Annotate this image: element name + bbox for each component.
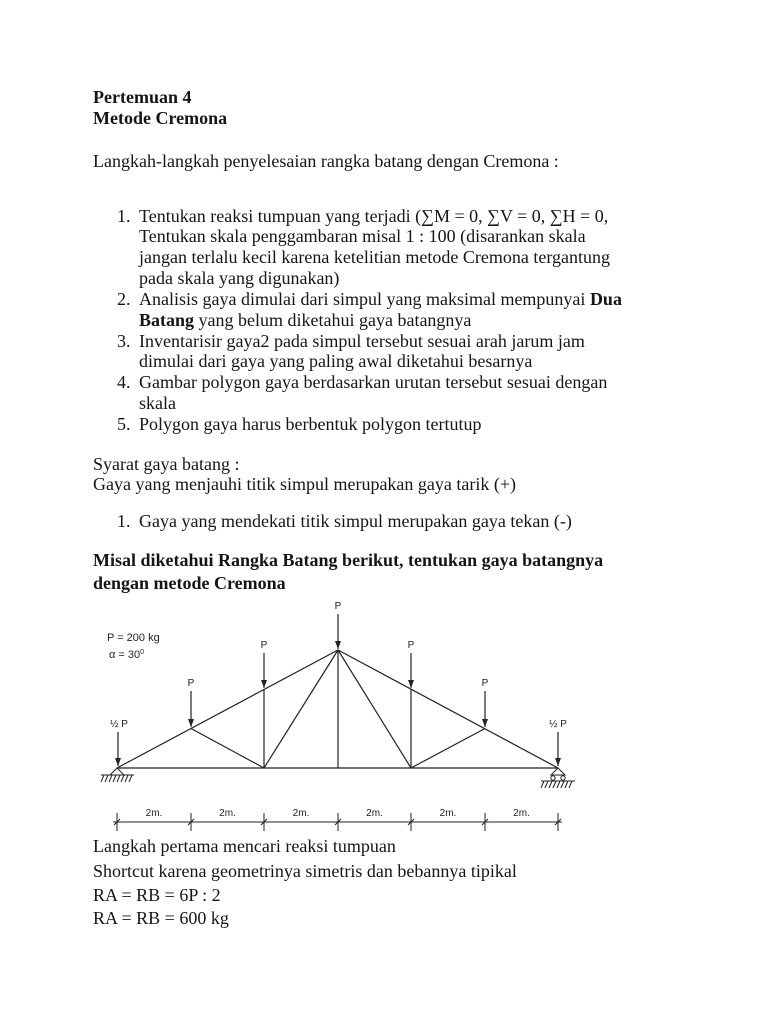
load-arrow (549, 719, 567, 766)
hatch-line (557, 781, 560, 788)
panel-length-label: 2m. (292, 808, 310, 819)
load-label: P (407, 640, 415, 651)
hatch-line (545, 781, 548, 788)
load-label: ½ P (110, 719, 128, 730)
solution-line: RA = RB = 600 kg (93, 908, 229, 928)
hatch-line (553, 781, 556, 788)
page-subtitle: Metode Cremona (93, 108, 228, 128)
hatch-line (117, 775, 120, 782)
compression-number: 1. (117, 511, 131, 531)
roller-wheel (551, 776, 555, 780)
step-text-segment: Analisis gaya dimulai dari simpul yang maksimal mempunyai (139, 289, 590, 309)
step-text-bold: Dua (589, 289, 622, 309)
hatch-line (121, 775, 124, 782)
step-text-bold: Batang (139, 310, 195, 330)
step-text: Inventarisir gaya2 pada simpul tersebut sesuai arah jarum jam (139, 331, 585, 351)
step-text-segment: yang belum diketahui gaya batangnya (194, 310, 472, 330)
hatch-line (565, 781, 568, 788)
intro-text: Langkah-langkah penyelesaian rangka batang dengan Cremona : (93, 151, 559, 171)
hatch-line (541, 781, 544, 788)
diagonal-member (191, 729, 264, 769)
truss-diagram (90, 595, 590, 840)
step-text: Tentukan reaksi tumpuan yang terjadi (∑M = 0, ∑V = 0, ∑H = 0, (139, 206, 609, 226)
load-magnitude-label: P = 200 kg (107, 632, 160, 644)
panel-length-label: 2m. (439, 808, 457, 819)
step-text: jangan terlalu kecil karena ketelitian metode Cremona tergantung (139, 247, 610, 267)
roller-wheel (561, 776, 565, 780)
step-text (139, 310, 471, 331)
solution-line: RA = RB = 6P : 2 (93, 885, 221, 905)
panel-length-label: 2m. (513, 808, 530, 819)
angle-label (109, 649, 144, 661)
loads (110, 601, 567, 766)
load-label: P (187, 678, 195, 689)
support-triangle (551, 768, 565, 775)
step-text: Polygon gaya harus berbentuk polygon tertutup (139, 414, 482, 434)
load-arrow (335, 601, 342, 649)
support-hatch (541, 781, 572, 788)
hatch-line (105, 775, 108, 782)
solution-line: Langkah pertama mencari reaksi tumpuan (93, 836, 396, 856)
hatch-line (125, 775, 128, 782)
conditions-heading: Syarat gaya batang : (93, 454, 240, 474)
step-text (139, 289, 622, 310)
page-title: Pertemuan 4 (93, 87, 192, 107)
load-label: P (481, 678, 489, 689)
step-text: skala (139, 393, 176, 413)
solution-line: Shortcut karena geometrinya simetris dan bebannya tipikal (93, 861, 517, 881)
top-chord-right (338, 650, 558, 768)
load-label: ½ P (549, 719, 567, 730)
hatch-line (569, 781, 572, 788)
panel-length-label: 2m. (145, 808, 163, 819)
example-heading: Misal diketahui Rangka Batang berikut, tentukan gaya batangnya (93, 550, 604, 570)
angle-superscript: 0 (140, 649, 145, 656)
diagonal-member (264, 650, 338, 768)
step-number: 3. (117, 331, 131, 351)
hatch-line (109, 775, 112, 782)
step-number: 1. (117, 206, 131, 226)
dimension-line (113, 813, 562, 831)
top-chord-left (117, 650, 338, 768)
step-text: dimulai dari gaya yang paling awal diketahui besarnya (139, 351, 533, 371)
hatch-line (129, 775, 132, 782)
support-hatch (101, 775, 132, 782)
tension-rule: Gaya yang menjauhi titik simpul merupakan gaya tarik (+) (93, 474, 517, 494)
truss-members (117, 650, 558, 768)
support-triangle (110, 768, 124, 775)
angle-value: α = 30 (109, 649, 141, 661)
step-text: Gambar polygon gaya berdasarkan urutan tersebut sesuai dengan (139, 372, 608, 392)
panel-length-label: 2m. (219, 808, 236, 819)
step-number: 4. (117, 372, 131, 392)
step-text: pada skala yang digunakan) (139, 268, 340, 288)
step-number: 2. (117, 289, 131, 309)
hatch-line (101, 775, 104, 782)
roller-support-right (541, 768, 575, 788)
diagonal-member (411, 729, 485, 769)
panel-length-label: 2m. (366, 808, 383, 819)
load-arrow (261, 640, 268, 688)
example-heading: dengan metode Cremona (93, 573, 286, 593)
hatch-line (561, 781, 564, 788)
diagonal-member (338, 650, 411, 768)
load-label: P (260, 640, 268, 651)
hatch-line (113, 775, 116, 782)
load-arrow (110, 719, 128, 766)
load-arrow (408, 640, 415, 688)
hatch-line (549, 781, 552, 788)
compression-rule: Gaya yang mendekati titik simpul merupakan gaya tekan (-) (139, 511, 572, 531)
pin-support-left (101, 768, 134, 782)
load-arrow (188, 678, 195, 727)
step-number: 5. (117, 414, 131, 434)
load-label: P (334, 601, 342, 612)
load-arrow (482, 678, 489, 727)
step-text: Tentukan skala penggambaran misal 1 : 100 (disarankan skala (139, 226, 586, 246)
